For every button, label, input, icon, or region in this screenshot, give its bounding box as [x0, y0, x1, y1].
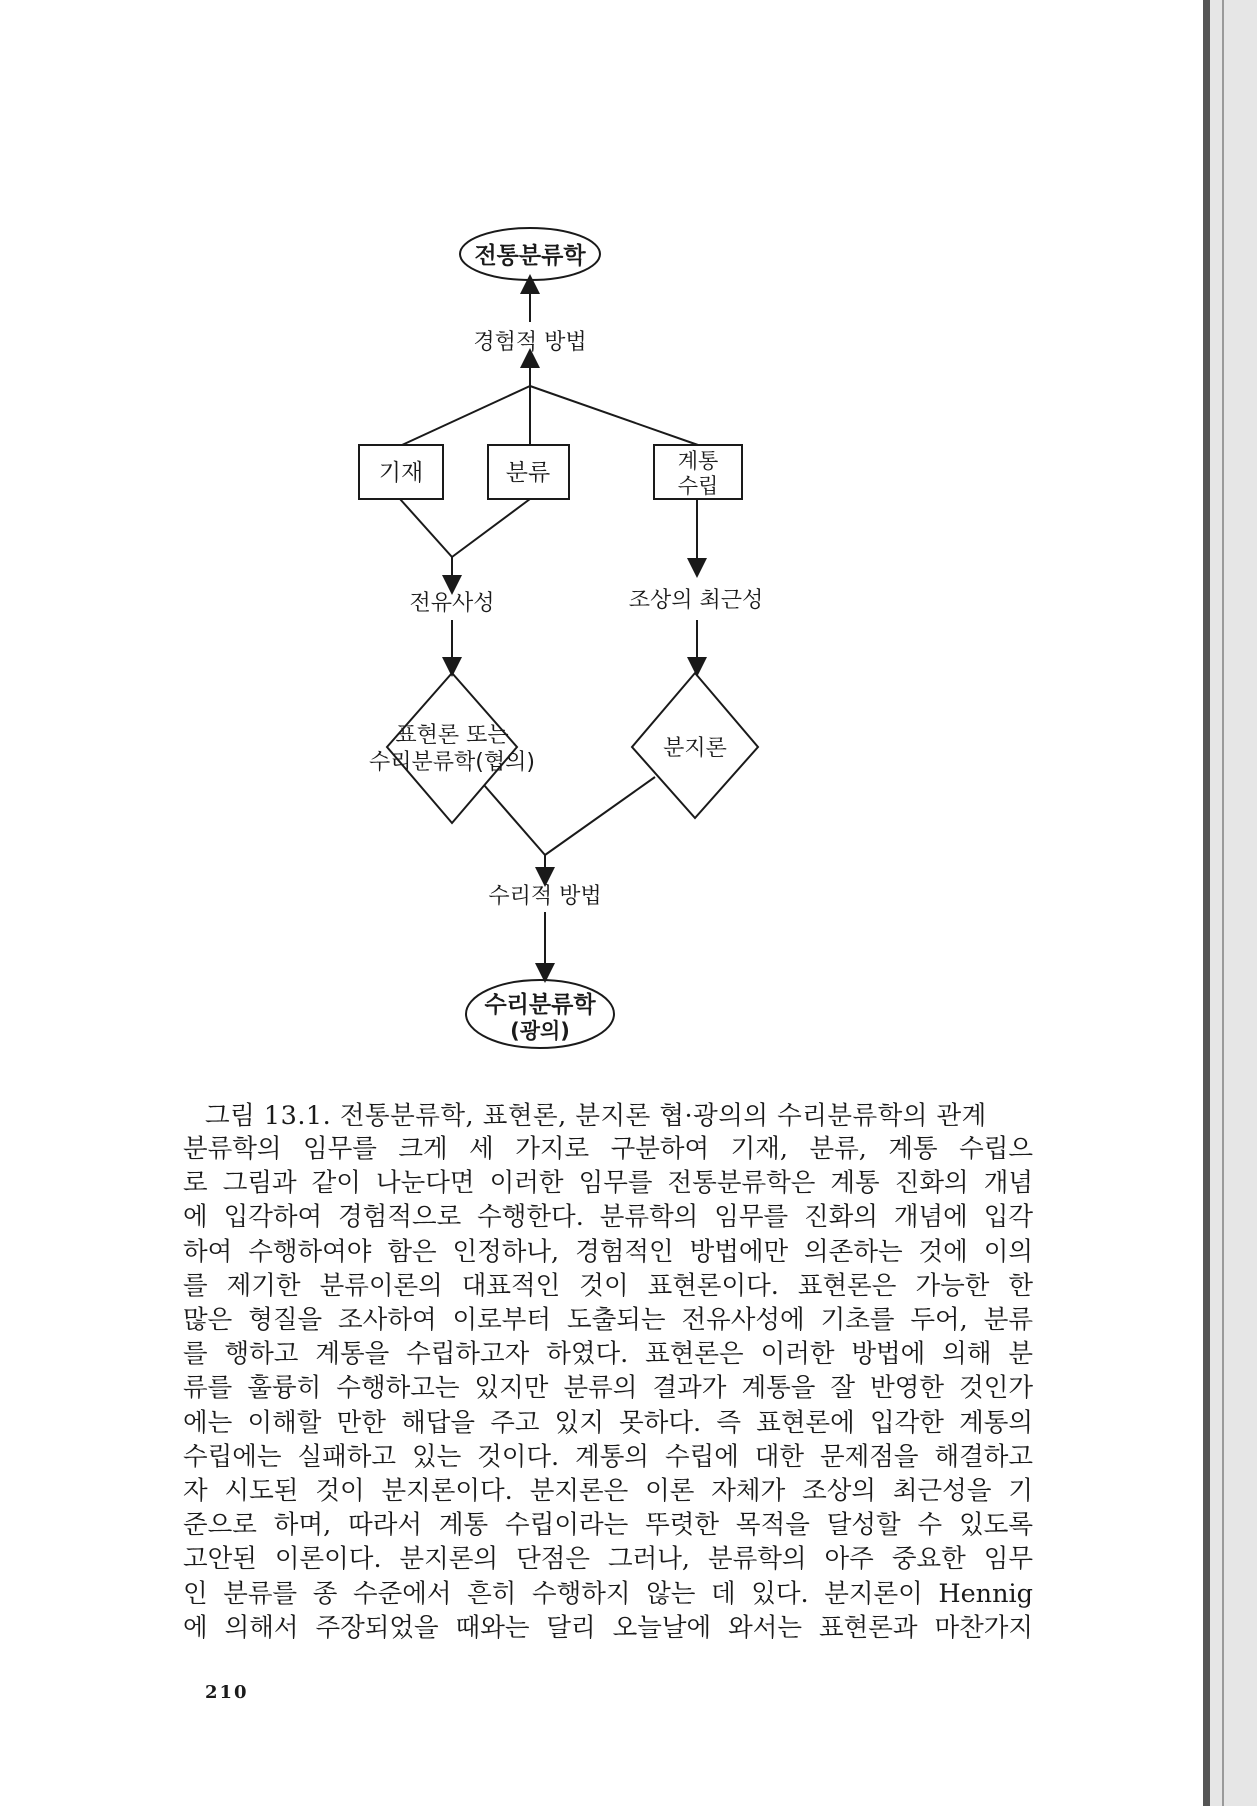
bottom-node-label-line1: 수리분류학 — [484, 992, 596, 1018]
body-line: 고안된 이론이다. 분지론의 단점은 그러나, 분류학의 아주 중요한 임무 — [183, 1544, 1033, 1575]
page-number: 210 — [205, 1682, 249, 1703]
body-line: 류를 훌륭히 수행하고는 있지만 분류의 결과가 계통을 잘 반영한 것인가 — [183, 1373, 1033, 1404]
body-line: 에 입각하여 경험적으로 수행한다. 분류학의 임무를 진화의 개념에 입각 — [183, 1202, 1033, 1233]
body-line: 많은 형질을 조사하여 이로부터 도출되는 전유사성에 기초를 두어, 분류 — [183, 1305, 1033, 1336]
ancestry-label: 조상의 최근성 — [628, 588, 764, 613]
merge-line-right — [452, 499, 530, 557]
body-line: 를 행하고 계통을 수립하고자 하였다. 표현론은 이러한 방법에 의해 분 — [183, 1339, 1033, 1370]
fan-line-left — [402, 386, 530, 445]
box-phylogeny-label-line2: 수립 — [677, 474, 719, 498]
merge-line-left — [400, 499, 452, 557]
page-edge-shadow — [1203, 0, 1210, 1806]
converge-line-right — [545, 777, 655, 855]
box-description-label: 기재 — [378, 460, 424, 486]
empirical-method-label: 경험적 방법 — [473, 330, 587, 355]
body-line: 에 의해서 주장되었을 때와는 달리 오늘날에 와서는 표현론과 마찬가지 — [183, 1612, 1033, 1643]
cladistics-label: 분지론 — [663, 736, 727, 761]
converge-line-left — [484, 785, 545, 855]
box-classification-label: 분류 — [505, 460, 551, 486]
body-line: 로 그림과 같이 나눈다면 이러한 임무를 전통분류학은 계통 진화의 개념 — [183, 1168, 1033, 1199]
top-node-label: 전통분류학 — [474, 243, 586, 269]
body-line: 하여 수행하여야 함은 인정하나, 경험적인 방법에만 의존하는 것에 이의 — [183, 1236, 1033, 1267]
box-phylogeny-label-line1: 계통 — [677, 449, 719, 473]
body-line: 를 제기한 분류이론의 대표적인 것이 표현론이다. 표현론은 가능한 한 — [183, 1270, 1033, 1301]
shared-traits-label: 전유사성 — [409, 591, 495, 616]
mathematical-method-label: 수리적 방법 — [488, 884, 602, 909]
body-line: 분류학의 임무를 크게 세 가지로 구분하여 기재, 분류, 계통 수립으 — [183, 1134, 1033, 1164]
bottom-node-label-line2: (광의) — [510, 1019, 570, 1043]
fan-line-right — [530, 386, 698, 445]
phenetics-label-line2: 수리분류학(협의) — [369, 750, 535, 775]
phenetics-label-line1: 표현론 또는 — [395, 723, 509, 748]
body-line: 준으로 하며, 따라서 계통 수립이라는 뚜렷한 목적을 달성할 수 있도록 — [183, 1510, 1033, 1541]
body-line: 수립에는 실패하고 있는 것이다. 계통의 수립에 대한 문제점을 해결하고 — [183, 1441, 1033, 1472]
body-line: 자 시도된 것이 분지론이다. 분지론은 이론 자체가 조상의 최근성을 기 — [183, 1476, 1033, 1507]
page-edge-background — [1210, 0, 1257, 1806]
body-paragraph — [183, 1132, 1033, 1645]
figure-caption: 그림 13.1. 전통분류학, 표현론, 분지론 협·광의의 수리분류학의 관계 — [205, 1101, 987, 1131]
body-line: 에는 이해할 만한 해답을 주고 있지 못하다. 즉 표현론에 입각한 계통의 — [183, 1407, 1033, 1438]
page-edge-line — [1222, 0, 1224, 1806]
body-line: 인 분류를 종 수준에서 흔히 수행하지 않는 데 있다. 분지론이 Hennig — [183, 1578, 1033, 1609]
